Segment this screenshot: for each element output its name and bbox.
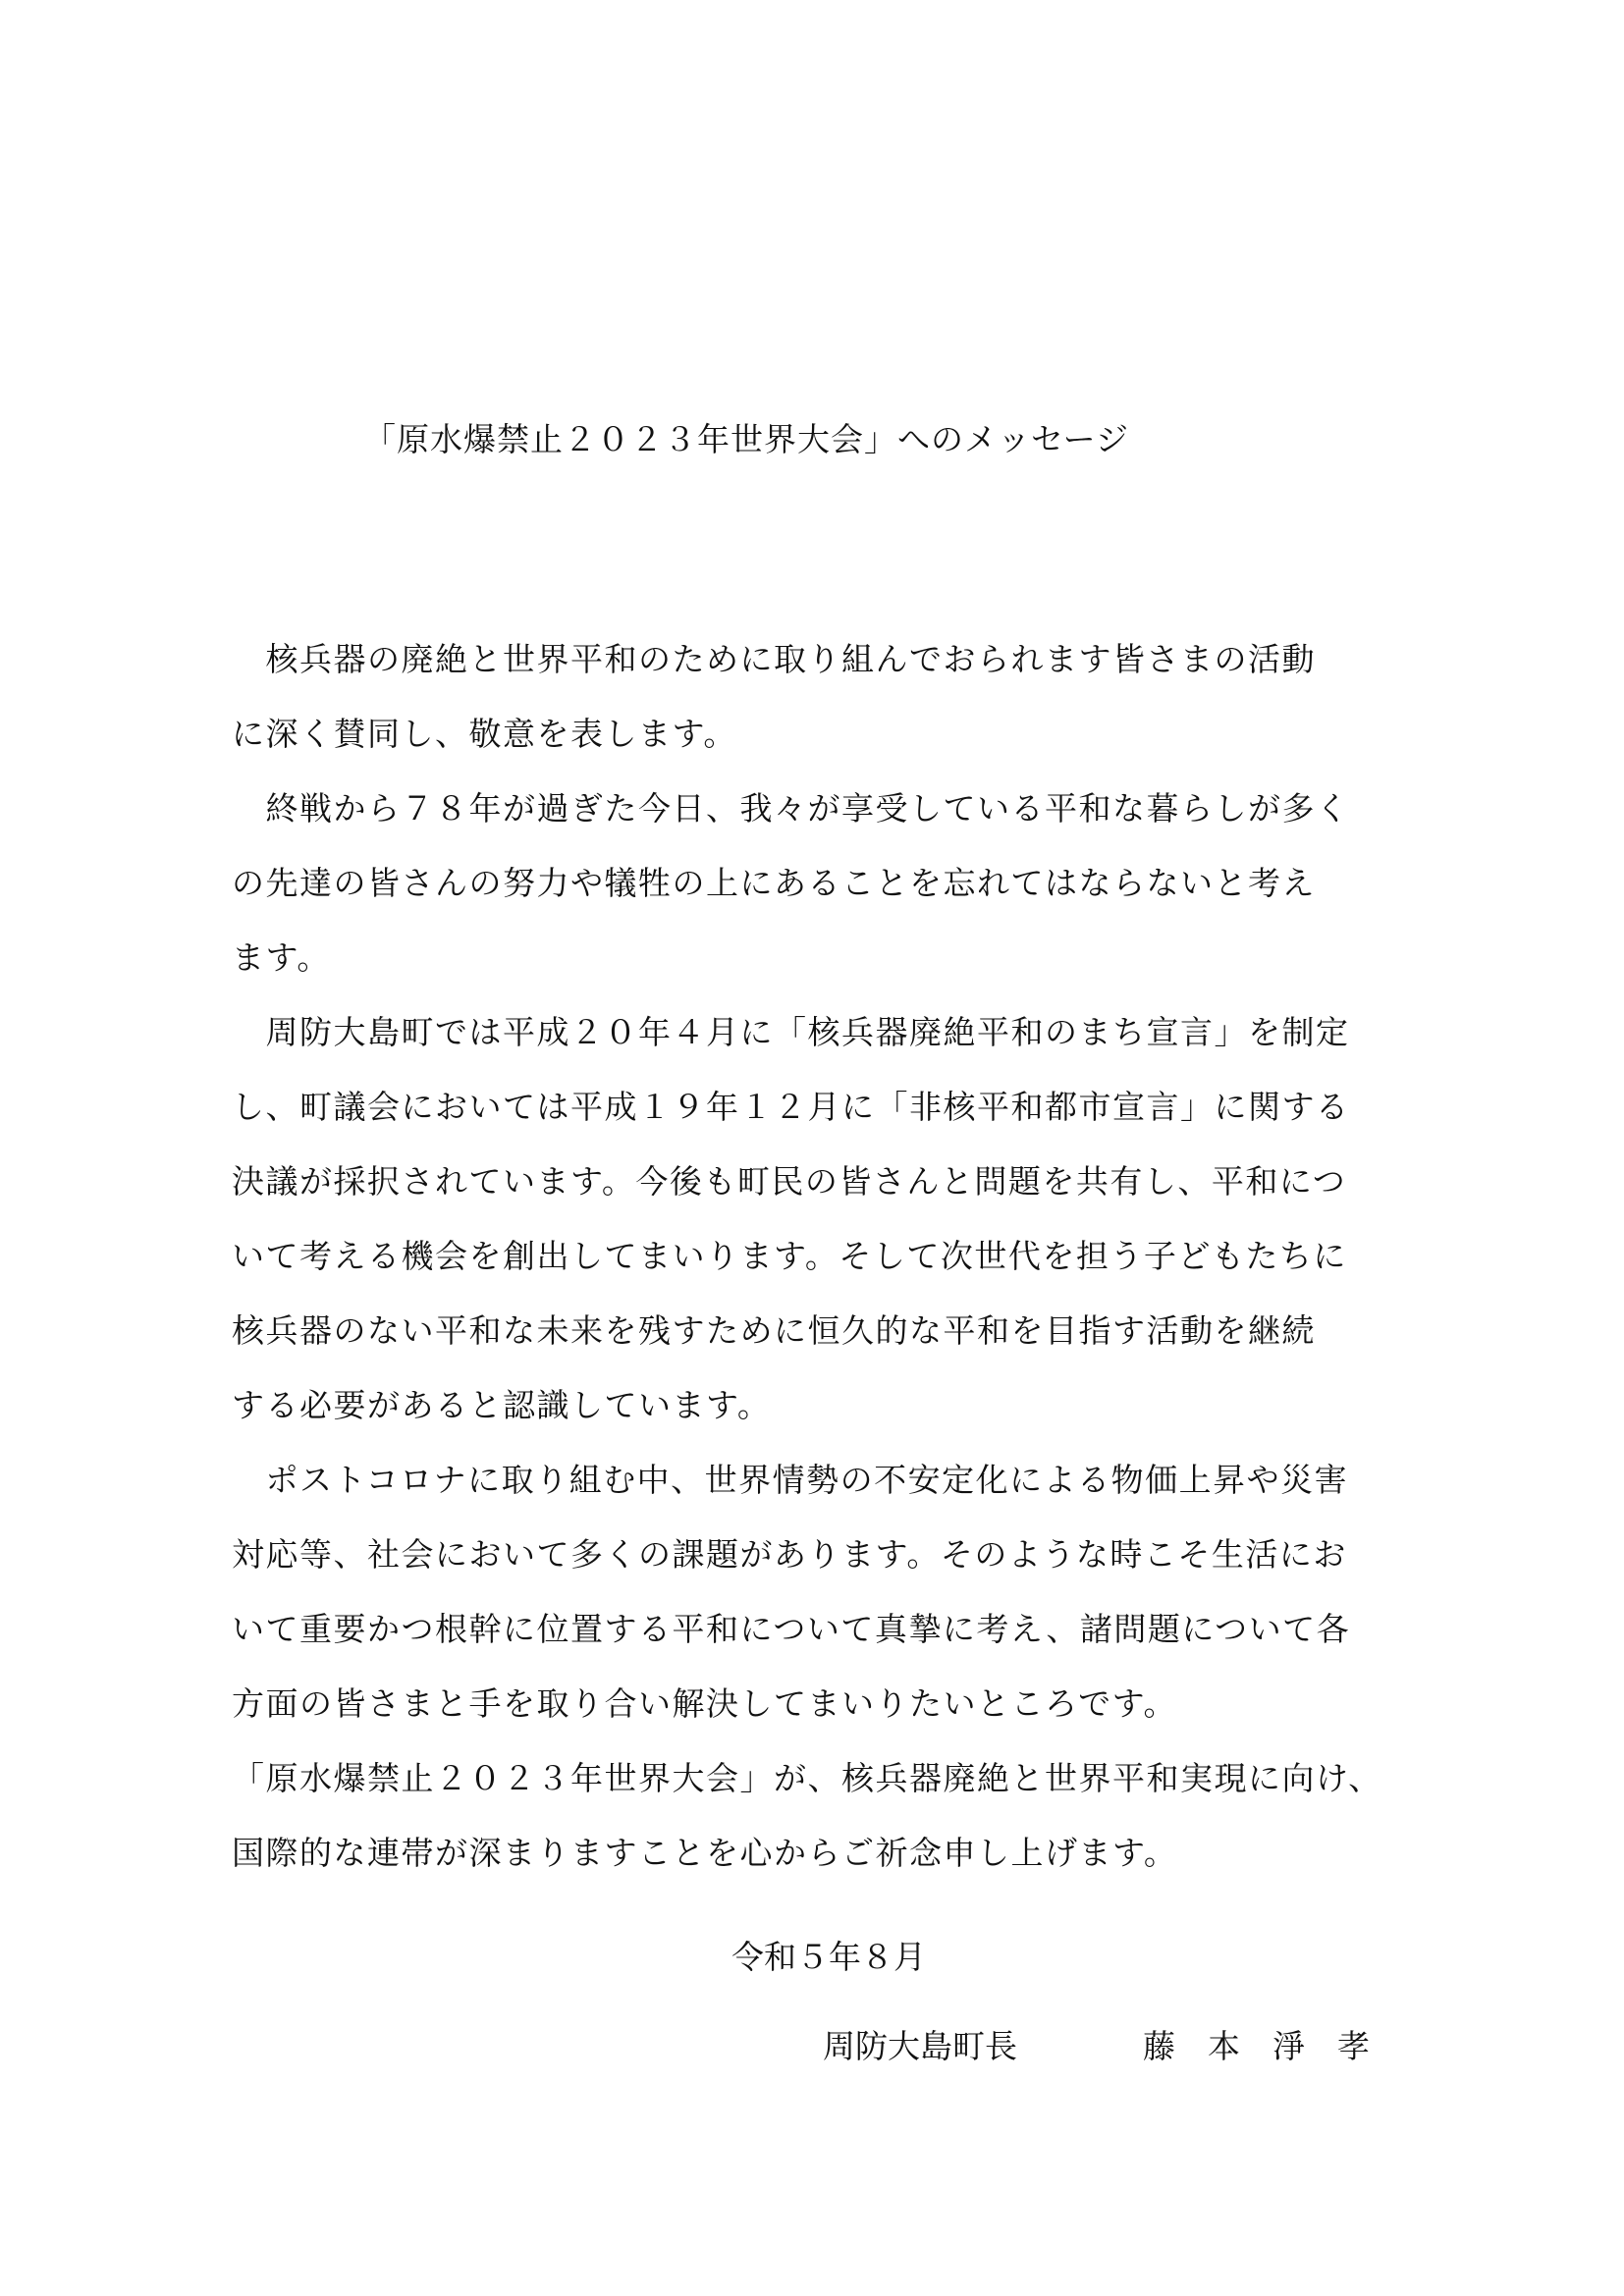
body-line: いて考える機会を創出してまいります。そして次世代を担う子どもたちに bbox=[232, 1237, 1347, 1275]
body-line: に深く賛同し、敬意を表します。 bbox=[232, 715, 737, 753]
document-title: 「原水爆禁止２０２３年世界大会」へのメッセージ bbox=[363, 420, 1130, 458]
signatory-name: 藤 本 淨 孝 bbox=[1143, 2027, 1370, 2065]
body-line: し、町議会においては平成１９年１２月に「非核平和都市宣言」に関する bbox=[232, 1088, 1350, 1126]
body-line: ます。 bbox=[232, 938, 331, 977]
body-line: の先達の皆さんの努力や犠牲の上にあることを忘れてはならないと考え bbox=[232, 864, 1316, 902]
body-line: 核兵器のない平和な未来を残すために恒久的な平和を目指す活動を継続 bbox=[232, 1311, 1316, 1350]
body-line: する必要があると認識しています。 bbox=[232, 1386, 772, 1424]
body-line: 方面の皆さまと手を取り合い解決してまいりたいところです。 bbox=[232, 1684, 1178, 1723]
document-date: 令和５年８月 bbox=[731, 1938, 926, 1976]
body-line: いて重要かつ根幹に位置する平和について真摯に考え、諸問題について各 bbox=[232, 1610, 1351, 1648]
body-line: 終戦から７８年が過ぎた今日、我々が享受している平和な暮らしが多く bbox=[232, 789, 1350, 828]
signatory-title: 周防大島町長 bbox=[823, 2027, 1017, 2065]
body-line: 核兵器の廃絶と世界平和のために取り組んでおられます皆さまの活動 bbox=[232, 640, 1316, 678]
body-line: 国際的な連帯が深まりますことを心からご祈念申し上げます。 bbox=[232, 1834, 1178, 1872]
body-line: 「原水爆禁止２０２３年世界大会」が、核兵器廃絶と世界平和実現に向け、 bbox=[232, 1759, 1382, 1797]
body-line: 決議が採択されています。今後も町民の皆さんと問題を共有し、平和につ bbox=[232, 1162, 1347, 1201]
body-line: 対応等、社会において多くの課題があります。そのような時こそ生活にお bbox=[232, 1535, 1347, 1574]
message-body bbox=[232, 622, 1392, 1891]
body-line: ポストコロナに取り組む中、世界情勢の不安定化による物価上昇や災害 bbox=[232, 1461, 1349, 1499]
body-line: 周防大島町では平成２０年４月に「核兵器廃絶平和のまち宣言」を制定 bbox=[232, 1013, 1350, 1051]
